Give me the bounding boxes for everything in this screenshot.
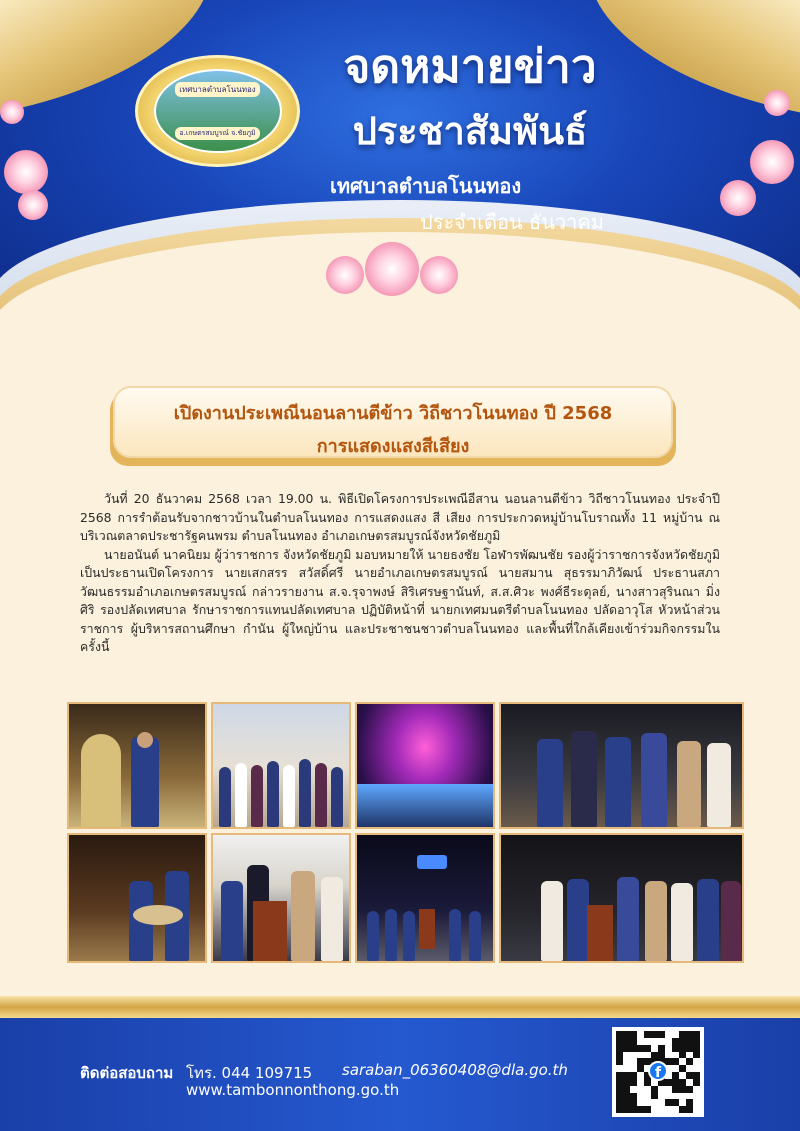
logo-bottom-text: อ.เกษตรสมบูรณ์ จ.ชัยภูมิ bbox=[175, 127, 259, 140]
article-paragraph-1: วันที่ 20 ธันวาคม 2568 เวลา 19.00 น. พิธีเปิดโครงการประเพณีอีสาน นอนลานตีข้าว วิถีชาวโนนทอง ประจำปี 2568 การรำต้อนรับจากชาวบ้านในตำบลโนนทอง การแสดงแสง สี เสียง การประกวดหมู่บ้านโบราณทั้ง 11 หมู่บ้าน ณ บริเวณตลาดประชารัฐคนพรม ตำบลโนนทอง อำเภอเกษตรสมบูรณ์จังหวัดชัยภูมิ bbox=[80, 491, 720, 543]
article-body bbox=[80, 490, 720, 657]
flower-decoration bbox=[420, 256, 458, 294]
event-photo bbox=[211, 833, 351, 963]
footer-gold-band bbox=[0, 996, 800, 1018]
qr-code[interactable] bbox=[612, 1027, 704, 1117]
flower-decoration bbox=[720, 180, 756, 216]
newsletter-subtitle: ประชาสัมพันธ์ bbox=[352, 109, 588, 153]
event-photo bbox=[67, 833, 207, 963]
headline-line-1: เปิดงานประเพณีนอนลานตีข้าว วิถีชาวโนนทอง ปี 2568 bbox=[173, 403, 613, 424]
flower-decoration bbox=[4, 150, 48, 194]
contact-website-link[interactable]: www.tambonnonthong.go.th bbox=[186, 1081, 400, 1099]
flower-decoration bbox=[365, 242, 419, 296]
logo-emblem bbox=[154, 69, 282, 153]
contact-email-link[interactable]: saraban_06360408@dla.go.th bbox=[342, 1061, 568, 1079]
event-photo bbox=[67, 702, 207, 829]
flower-decoration bbox=[750, 140, 794, 184]
headline-line-2: การแสดงแสงสีเสียง bbox=[316, 436, 470, 457]
newsletter-title: จดหมายข่าว bbox=[343, 39, 597, 93]
municipality-logo bbox=[135, 55, 300, 167]
flower-decoration bbox=[764, 90, 790, 116]
flower-decoration bbox=[326, 256, 364, 294]
flower-decoration bbox=[0, 100, 24, 124]
headline-box bbox=[113, 386, 673, 458]
contact-phone: โทร. 044 109715 bbox=[186, 1064, 313, 1082]
event-photo bbox=[355, 702, 495, 829]
event-photo bbox=[499, 702, 744, 829]
contact-label: ติดต่อสอบถาม bbox=[80, 1064, 174, 1082]
event-photo bbox=[499, 833, 744, 963]
organization-name: เทศบาลตำบลโนนทอง bbox=[330, 174, 522, 198]
facebook-icon: f bbox=[648, 1061, 668, 1081]
issue-month: ประจำเดือน ธันวาคม bbox=[420, 210, 604, 234]
logo-top-text: เทศบาลตำบลโนนทอง bbox=[175, 82, 259, 97]
event-photo bbox=[355, 833, 495, 963]
flower-decoration bbox=[18, 190, 48, 220]
header-banner bbox=[0, 0, 800, 330]
article-paragraph-2: นายอนันต์ นาคนิยม ผู้ว่าราชการ จังหวัดชัยภูมิ มอบหมายให้ นายธงชัย โอฬารพัฒนชัย รองผู้ว่าราชการจังหวัดชัยภูมิ เป็นประธานเปิดโครงการ นายเสกสรร สวัสดิ์ศรี นายอำเภอเกษตรสมบูรณ์ นายสมาน สุธรรมาภิวัฒน์ ประธานสภาวัฒนธรรมอำเภอเกษตรสมบูรณ์ กล่าวรายงาน ส.จ.รุจาพงษ์ สิริเศรษฐานันท์, ส.ส.ศิวะ พงศ์ธีระดุลย์, นางสาวสุรินณา มิ่งศิริ รองปลัดเทศบาล รักษาราชการแทนปลัดเทศบาล ปฏิบัติหน้าที่ นายกเทศมนตรีตำบลโนนทอง ปลัดอาวุโส หัวหน้าส่วนราชการ ผู้บริหารสถานศึกษา กำนัน ผู้ใหญ่บ้าน และประชาชนชาวตำบลโนนทอง และพื้นที่ใกล้เคียงเข้าร่วมกิจกรรมในครั้งนี้ bbox=[80, 546, 720, 654]
event-photo bbox=[211, 702, 351, 829]
